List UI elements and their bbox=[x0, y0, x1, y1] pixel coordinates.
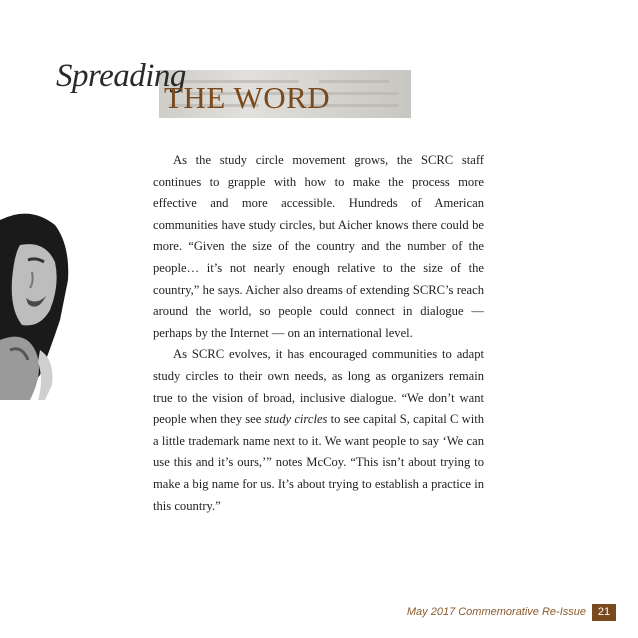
woman-photo bbox=[0, 200, 70, 400]
paragraph-2 bbox=[153, 344, 484, 517]
article-body bbox=[153, 150, 484, 517]
paragraph-2-emphasis: study circles bbox=[264, 412, 328, 427]
page-footer bbox=[407, 604, 616, 621]
section-heading bbox=[56, 52, 376, 126]
paragraph-1: As the study circle movement grows, the SCRC staff continues to grapple with how to make the process more effective and more accessible. Hundreds of American communities have study circles, but Aicher knows there could be more. “Given the size of the country and the number of the people… it’s not nearly enough relative to the size of the country,” he says. Aicher also dreams of extending SCRC’s reach around the world, so people could connect in dialogue — perhaps by the Internet — on an international level. bbox=[153, 153, 484, 340]
heading-main-words: THE WORD bbox=[164, 80, 331, 115]
issue-label: May 2017 Commemorative Re-Issue bbox=[406, 606, 586, 618]
page-number: 21 bbox=[592, 604, 616, 621]
woman-photo-graphic bbox=[0, 200, 70, 400]
paragraph-2-part-a: As SCRC evolves, it has encouraged communities to adapt study circles to their own needs, as long as organizers remain true to the vision of broad, inclusive dialogue. “We don’t want people when they see bbox=[153, 347, 484, 427]
paragraph-2-part-b: to see capital S, capital C with a little trademark name next to it. We want people to say ‘We can use this and it’s ours,’” notes McCoy. “This isn’t about trying to make a big name for us. It’s about trying to establish a practice in this country.” bbox=[153, 412, 484, 513]
heading-script-word: Spreading bbox=[56, 58, 186, 94]
